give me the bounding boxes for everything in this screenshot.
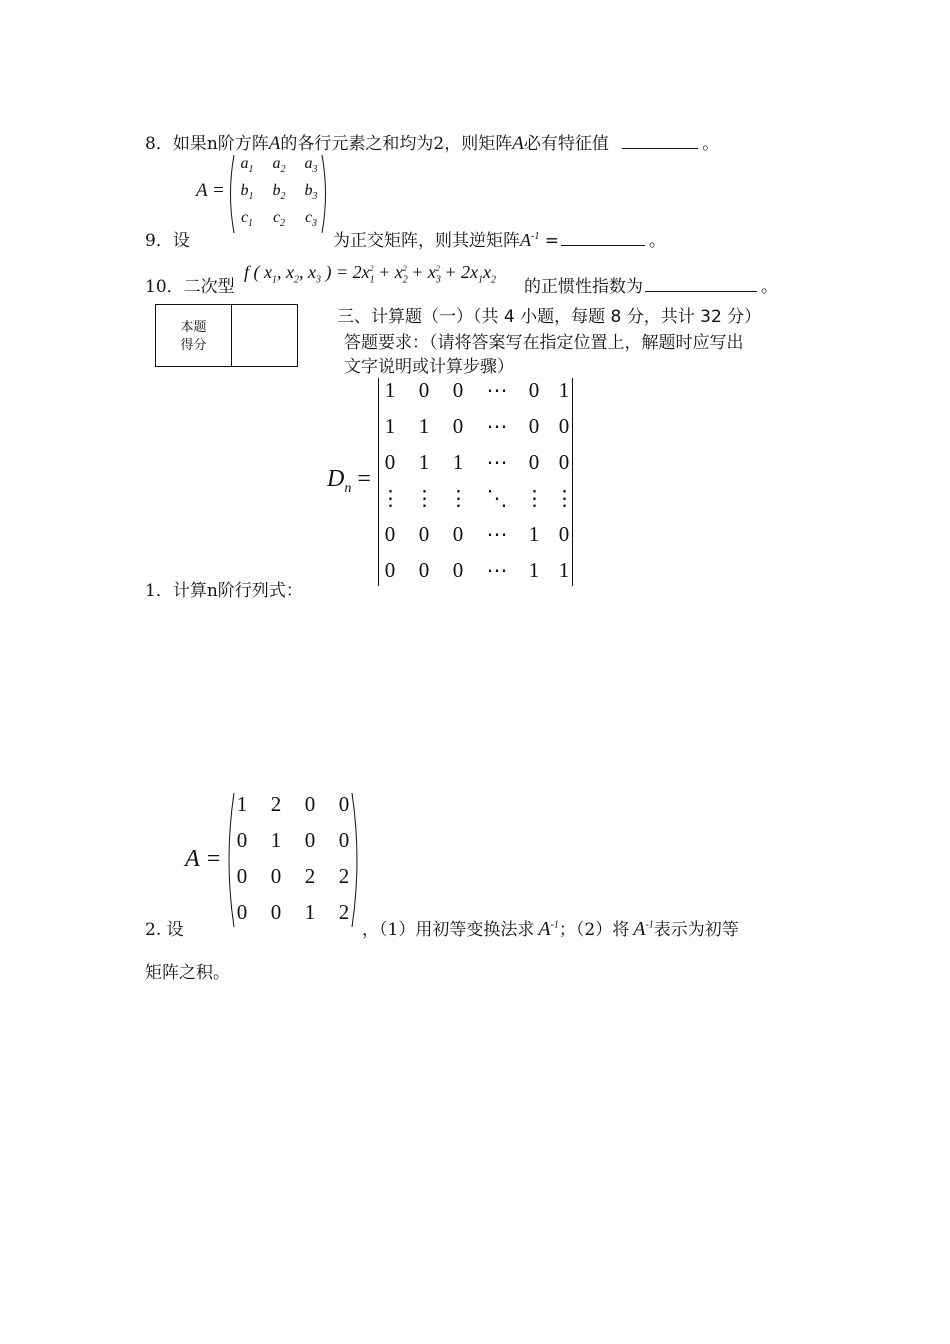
p1-cell-r3-c6: 0 [558,450,570,474]
p1-cell-r5-c2: 0 [418,522,430,546]
p2-cell-r2-c1: 0 [236,828,248,852]
q10-text: 的正惯性指数为 [524,277,643,297]
section-3-requirement-2: 文字说明或计算步骤） [344,357,514,377]
p2-text-3: 表示为初等 [653,920,739,940]
q9-cell-c1: $c_1$ [240,209,254,230]
p1-cell-r2-c2: 1 [418,414,430,438]
p1-lhs: $D_n$ = [327,466,371,496]
section-3-title: 三、计算题（一）（共 4 小题，每题 8 分，共计 32 分） [337,307,762,327]
p1-cell-r4-c1: ⋮ [380,486,401,510]
q9-cell-b2: $b_2$ [272,182,286,203]
q10-formula: f ( $x_1$, $x_2$, $x_3$ ) = $2x_1^2 + x_2^2 + x_3^2 + 2x_1x_2$ [244,262,497,286]
p1-cell-r5-c4: ⋯ [486,522,508,546]
p2-cell-r2-c3: 0 [304,828,316,852]
q9-number: 9．设 [145,231,190,251]
p2-cell-r2-c4: 0 [338,828,350,852]
q9-cell-a2: $a_2$ [272,155,286,176]
p1-cell-r4-c2: ⋮ [414,486,435,510]
p2-cell-r1-c1: 1 [236,792,248,816]
p1-cell-r6-c4: ⋯ [486,558,508,582]
p1-cell-r4-c3: ⋮ [448,486,469,510]
question-10-text [524,272,778,297]
p1-cell-r1-c1: 1 [384,378,396,402]
q8-text-a: 如果n阶方阵 [172,134,269,154]
q8-text-c: 必有特征值 [523,134,609,154]
question-9-text [333,226,666,251]
p1-cell-r4-c5: ⋮ [524,486,545,510]
q8-number: 8． [145,134,173,154]
p1-cell-r2-c4: ⋯ [486,414,508,438]
score-box-divider [231,305,232,366]
q10-answer-blank [645,290,757,292]
p1-cell-r2-c1: 1 [384,414,396,438]
q8-answer-blank [622,147,698,149]
p2-cell-r3-c2: 0 [270,864,282,888]
p1-left-bar [378,378,379,586]
p2-cell-r4-c4: 2 [338,900,350,924]
p1-cell-r6-c6: 1 [558,558,570,582]
p1-cell-r1-c6: 1 [558,378,570,402]
q9-cell-a3: $a_3$ [304,155,318,176]
p1-cell-r1-c2: 0 [418,378,430,402]
p1-cell-r2-c6: 0 [558,414,570,438]
p2-cell-r1-c4: 0 [338,792,350,816]
q9-cell-c2: $c_2$ [272,209,286,230]
p1-cell-r1-c5: 0 [528,378,540,402]
q9-cell-a1: $a_1$ [240,155,254,176]
p2-cell-r1-c2: 2 [270,792,282,816]
q9-lhs: A = [196,180,225,201]
q8-text-b: 的各行元素之和均为2，则矩阵 [280,134,513,154]
q9-cell-b1: $b_1$ [240,182,254,203]
q9-eq: = [544,231,559,251]
p1-determinant [376,376,576,588]
p1-cell-r6-c3: 0 [452,558,464,582]
p1-cell-r6-c2: 0 [418,558,430,582]
q8-end: 。 [702,134,720,154]
q10-number: 10．二次型 [145,277,235,297]
p1-cell-r3-c2: 1 [418,450,430,474]
p1-cell-r2-c3: 0 [452,414,464,438]
p2-text-4: 矩阵之积。 [145,963,230,983]
q9-matrix [226,152,330,236]
p1-cell-r6-c5: 1 [528,558,540,582]
p1-cell-r3-c5: 0 [528,450,540,474]
score-box [155,304,298,367]
p1-cell-r1-c3: 0 [452,378,464,402]
p2-cell-r3-c3: 2 [304,864,316,888]
p1-right-bar [572,378,573,586]
p1-cell-r5-c5: 1 [528,522,540,546]
q9-cell-c3: $c_3$ [304,209,318,230]
p1-number: 1．计算n阶行列式： [145,581,303,601]
q9-text: 为正交矩阵，则其逆矩阵 [333,231,520,251]
q9-cell-b3: $b_3$ [304,182,318,203]
p2-number: 2. 设 [145,920,184,940]
q8-var-a2: A [512,133,524,154]
q9-inv: $A^{-1}$ [520,230,540,250]
p1-cell-r3-c3: 1 [452,450,464,474]
p2-lhs: A = [185,846,222,872]
p2-cell-r3-c4: 2 [338,864,350,888]
p2-inv-2: $A^{-1}$ [633,918,654,940]
p2-text-1: ，（1）用初等变换法求 [362,920,535,940]
q9-answer-blank [561,244,645,246]
score-box-label: 本题 得分 [180,320,207,353]
p2-cell-r4-c2: 0 [270,900,282,924]
p2-cell-r4-c1: 0 [236,900,248,924]
p2-cell-r2-c2: 1 [270,828,282,852]
q9-end: 。 [649,231,666,251]
section-3-requirement-1: 答题要求：（请将答案写在指定位置上，解题时应写出 [344,333,744,353]
p1-cell-r4-c6: ⋮ [554,486,575,510]
p1-cell-r5-c1: 0 [384,522,396,546]
p2-text-2: ；（2）将 [558,920,630,940]
p1-cell-r6-c1: 0 [384,558,396,582]
q10-end: 。 [761,277,778,297]
p1-cell-r5-c3: 0 [452,522,464,546]
p1-cell-r4-c4: ⋱ [486,486,508,510]
p1-cell-r2-c5: 0 [528,414,540,438]
p2-cell-r1-c3: 0 [304,792,316,816]
p2-text [362,915,739,941]
p2-matrix [224,790,362,930]
p1-cell-r3-c1: 0 [384,450,396,474]
q8-var-a: A [268,133,281,154]
p1-cell-r3-c4: ⋯ [486,450,508,474]
p1-cell-r5-c6: 0 [558,522,570,546]
p2-cell-r3-c1: 0 [236,864,248,888]
p2-cell-r4-c3: 1 [304,900,316,924]
p1-cell-r1-c4: ⋯ [486,378,508,402]
p2-inv-1: $A^{-1}$ [538,918,559,940]
